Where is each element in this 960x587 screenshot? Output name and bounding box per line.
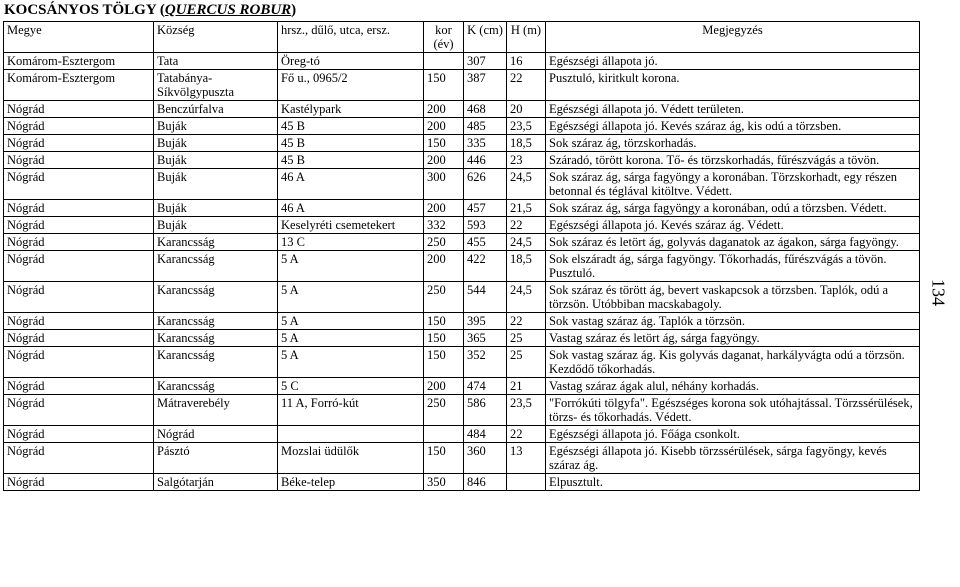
cell-kor: 150 (424, 135, 464, 152)
table-row (4, 426, 920, 443)
cell-h: 18,5 (507, 251, 546, 282)
cell-kor: 200 (424, 378, 464, 395)
cell-megye: Komárom-Esztergom (4, 70, 154, 101)
cell-hrsz (278, 426, 424, 443)
header-kozseg: Község (154, 22, 278, 53)
cell-kozseg: Buják (154, 152, 278, 169)
cell-h: 22 (507, 313, 546, 330)
cell-h: 24,5 (507, 282, 546, 313)
table-row (4, 347, 920, 378)
table-row (4, 217, 920, 234)
header-megye: Megye (4, 22, 154, 53)
cell-megjegyzes: Száradó, törött korona. Tő- és törzskorhadás, fűrészvágás a tövön. (546, 152, 920, 169)
cell-h: 22 (507, 70, 546, 101)
cell-hrsz: 5 A (278, 282, 424, 313)
cell-k: 485 (464, 118, 507, 135)
cell-k: 387 (464, 70, 507, 101)
cell-megjegyzes: Egészségi állapota jó. Főága csonkolt. (546, 426, 920, 443)
cell-hrsz: 46 A (278, 169, 424, 200)
cell-k: 455 (464, 234, 507, 251)
cell-k: 586 (464, 395, 507, 426)
cell-hrsz: 46 A (278, 200, 424, 217)
cell-kozseg: Karancsság (154, 313, 278, 330)
cell-kozseg: Salgótarján (154, 474, 278, 491)
cell-megjegyzes: Egészségi állapota jó. Kevés száraz ág, kis odú a törzsben. (546, 118, 920, 135)
cell-kozseg: Karancsság (154, 282, 278, 313)
cell-megye: Nógrád (4, 135, 154, 152)
cell-megye: Komárom-Esztergom (4, 53, 154, 70)
cell-h: 25 (507, 330, 546, 347)
header-k: K (cm) (464, 22, 507, 53)
cell-megjegyzes: Elpusztult. (546, 474, 920, 491)
cell-k: 446 (464, 152, 507, 169)
cell-k: 593 (464, 217, 507, 234)
cell-kozseg: Mátraverebély (154, 395, 278, 426)
cell-megye: Nógrád (4, 426, 154, 443)
table-body (4, 53, 920, 491)
table-row (4, 330, 920, 347)
table-row (4, 53, 920, 70)
header-h: H (m) (507, 22, 546, 53)
cell-hrsz: 45 B (278, 152, 424, 169)
cell-megjegyzes: Pusztuló, kiritkult korona. (546, 70, 920, 101)
cell-kozseg: Buják (154, 118, 278, 135)
cell-megjegyzes: Egészségi állapota jó. Védett területen. (546, 101, 920, 118)
cell-megjegyzes: Vastag száraz ágak alul, néhány korhadás. (546, 378, 920, 395)
cell-hrsz: 45 B (278, 118, 424, 135)
cell-kozseg: Buják (154, 217, 278, 234)
cell-h: 20 (507, 101, 546, 118)
cell-k: 484 (464, 426, 507, 443)
header-row (4, 22, 920, 53)
cell-hrsz: 5 A (278, 347, 424, 378)
cell-k: 360 (464, 443, 507, 474)
table-row (4, 101, 920, 118)
table-row (4, 118, 920, 135)
cell-h: 24,5 (507, 169, 546, 200)
cell-k: 468 (464, 101, 507, 118)
cell-megjegyzes: Sok száraz és letört ág, golyvás daganatok az ágakon, sárga fagyöngy. (546, 234, 920, 251)
cell-megjegyzes: Sok száraz ág, törzskorhadás. (546, 135, 920, 152)
cell-hrsz: 5 A (278, 330, 424, 347)
cell-megjegyzes: Sok elszáradt ág, sárga fagyöngy. Tőkorhadás, fűrészvágás a tövön. Pusztuló. (546, 251, 920, 282)
cell-megjegyzes: Vastag száraz és letört ág, sárga fagyöngy. (546, 330, 920, 347)
table-row (4, 313, 920, 330)
cell-hrsz: 5 A (278, 313, 424, 330)
cell-kor: 150 (424, 70, 464, 101)
cell-kor: 150 (424, 443, 464, 474)
header-hrsz: hrsz., dűlő, utca, ersz. (278, 22, 424, 53)
table-row (4, 169, 920, 200)
cell-kor: 300 (424, 169, 464, 200)
table-row (4, 378, 920, 395)
cell-kozseg: Tatabánya-Síkvölgypuszta (154, 70, 278, 101)
cell-kor: 150 (424, 347, 464, 378)
title-main: KOCSÁNYOS TÖLGY ( (4, 2, 165, 18)
cell-k: 544 (464, 282, 507, 313)
table-header (4, 22, 920, 53)
cell-kor: 200 (424, 118, 464, 135)
cell-kozseg: Buják (154, 169, 278, 200)
cell-h: 23,5 (507, 395, 546, 426)
cell-h: 23 (507, 152, 546, 169)
cell-k: 395 (464, 313, 507, 330)
cell-megjegyzes: Egészségi állapota jó. Kevés száraz ág. Védett. (546, 217, 920, 234)
document-title (4, 2, 296, 19)
cell-hrsz: 5 C (278, 378, 424, 395)
cell-megye: Nógrád (4, 217, 154, 234)
cell-megjegyzes: Egészségi állapota jó. Kisebb törzssérülések, sárga fagyöngy, kevés száraz ág. (546, 443, 920, 474)
cell-k: 846 (464, 474, 507, 491)
cell-kor: 200 (424, 152, 464, 169)
cell-megye: Nógrád (4, 200, 154, 217)
cell-megye: Nógrád (4, 395, 154, 426)
table-row (4, 251, 920, 282)
cell-h: 22 (507, 426, 546, 443)
cell-hrsz: 5 A (278, 251, 424, 282)
title-end: ) (291, 2, 297, 18)
cell-hrsz: Béke-telep (278, 474, 424, 491)
table-row (4, 135, 920, 152)
cell-kozseg: Karancsság (154, 251, 278, 282)
cell-kor: 332 (424, 217, 464, 234)
cell-h: 23,5 (507, 118, 546, 135)
cell-megye: Nógrád (4, 330, 154, 347)
table-row (4, 282, 920, 313)
cell-h: 16 (507, 53, 546, 70)
cell-megye: Nógrád (4, 313, 154, 330)
cell-megye: Nógrád (4, 118, 154, 135)
cell-hrsz: Keselyréti csemetekert (278, 217, 424, 234)
cell-kor: 200 (424, 251, 464, 282)
cell-k: 365 (464, 330, 507, 347)
cell-megjegyzes: Sok száraz ág, sárga fagyöngy a koronában. Törzskorhadt, egy részen betonnal és téglával kitöltve. Védett. (546, 169, 920, 200)
cell-kozseg: Pásztó (154, 443, 278, 474)
cell-hrsz: Mozslai üdülők (278, 443, 424, 474)
cell-kozseg: Benczúrfalva (154, 101, 278, 118)
cell-kozseg: Karancsság (154, 347, 278, 378)
cell-kor: 250 (424, 234, 464, 251)
cell-hrsz: Kastélypark (278, 101, 424, 118)
tree-registry-table (3, 21, 920, 491)
cell-megjegyzes: Sok vastag száraz ág. Kis golyvás daganat, harkályvágta odú a törzsön. Kezdődő tőkorhadás. (546, 347, 920, 378)
cell-h: 18,5 (507, 135, 546, 152)
cell-megye: Nógrád (4, 152, 154, 169)
cell-h (507, 474, 546, 491)
cell-hrsz: 11 A, Forró-kút (278, 395, 424, 426)
cell-kor (424, 426, 464, 443)
table-row (4, 200, 920, 217)
cell-megjegyzes: Egészségi állapota jó. (546, 53, 920, 70)
cell-kozseg: Karancsság (154, 330, 278, 347)
cell-h: 13 (507, 443, 546, 474)
cell-k: 352 (464, 347, 507, 378)
cell-h: 21 (507, 378, 546, 395)
cell-megye: Nógrád (4, 378, 154, 395)
table-row (4, 234, 920, 251)
cell-kozseg: Tata (154, 53, 278, 70)
cell-h: 21,5 (507, 200, 546, 217)
cell-megjegyzes: Sok száraz és törött ág, bevert vaskapcsok a törzsben. Taplók, odú a törzsön. Utóbbiban macskabagoly. (546, 282, 920, 313)
cell-megye: Nógrád (4, 474, 154, 491)
cell-kor: 250 (424, 282, 464, 313)
title-latin-name: QUERCUS ROBUR (164, 2, 292, 18)
cell-kor: 150 (424, 330, 464, 347)
cell-kor (424, 53, 464, 70)
cell-megjegyzes: Sok vastag száraz ág. Taplók a törzsön. (546, 313, 920, 330)
cell-kor: 150 (424, 313, 464, 330)
table-row (4, 443, 920, 474)
cell-megye: Nógrád (4, 169, 154, 200)
page-number: 134 (928, 279, 949, 306)
cell-hrsz: Öreg-tó (278, 53, 424, 70)
cell-k: 307 (464, 53, 507, 70)
cell-h: 25 (507, 347, 546, 378)
cell-k: 457 (464, 200, 507, 217)
cell-k: 422 (464, 251, 507, 282)
cell-megye: Nógrád (4, 251, 154, 282)
cell-kozseg: Nógrád (154, 426, 278, 443)
table-row (4, 70, 920, 101)
cell-h: 24,5 (507, 234, 546, 251)
cell-k: 626 (464, 169, 507, 200)
cell-megye: Nógrád (4, 347, 154, 378)
cell-megye: Nógrád (4, 101, 154, 118)
cell-k: 335 (464, 135, 507, 152)
cell-kozseg: Karancsság (154, 378, 278, 395)
cell-hrsz: 45 B (278, 135, 424, 152)
cell-hrsz: Fő u., 0965/2 (278, 70, 424, 101)
table-row (4, 152, 920, 169)
cell-megye: Nógrád (4, 282, 154, 313)
cell-megjegyzes: "Forrókúti tölgyfa". Egészséges korona sok utóhajtással. Törzssérülések, törzs- és tőkorhadás. Védett. (546, 395, 920, 426)
cell-kor: 200 (424, 200, 464, 217)
cell-kozseg: Karancsság (154, 234, 278, 251)
cell-k: 474 (464, 378, 507, 395)
header-megjegyzes: Megjegyzés (546, 22, 920, 53)
cell-kozseg: Buják (154, 135, 278, 152)
table-row (4, 474, 920, 491)
cell-megjegyzes: Sok száraz ág, sárga fagyöngy a koronában, odú a törzsben. Védett. (546, 200, 920, 217)
cell-kozseg: Buják (154, 200, 278, 217)
table-row (4, 395, 920, 426)
header-kor: kor (év) (424, 22, 464, 53)
cell-kor: 350 (424, 474, 464, 491)
cell-megye: Nógrád (4, 443, 154, 474)
cell-kor: 250 (424, 395, 464, 426)
cell-kor: 200 (424, 101, 464, 118)
cell-megye: Nógrád (4, 234, 154, 251)
cell-h: 22 (507, 217, 546, 234)
cell-hrsz: 13 C (278, 234, 424, 251)
